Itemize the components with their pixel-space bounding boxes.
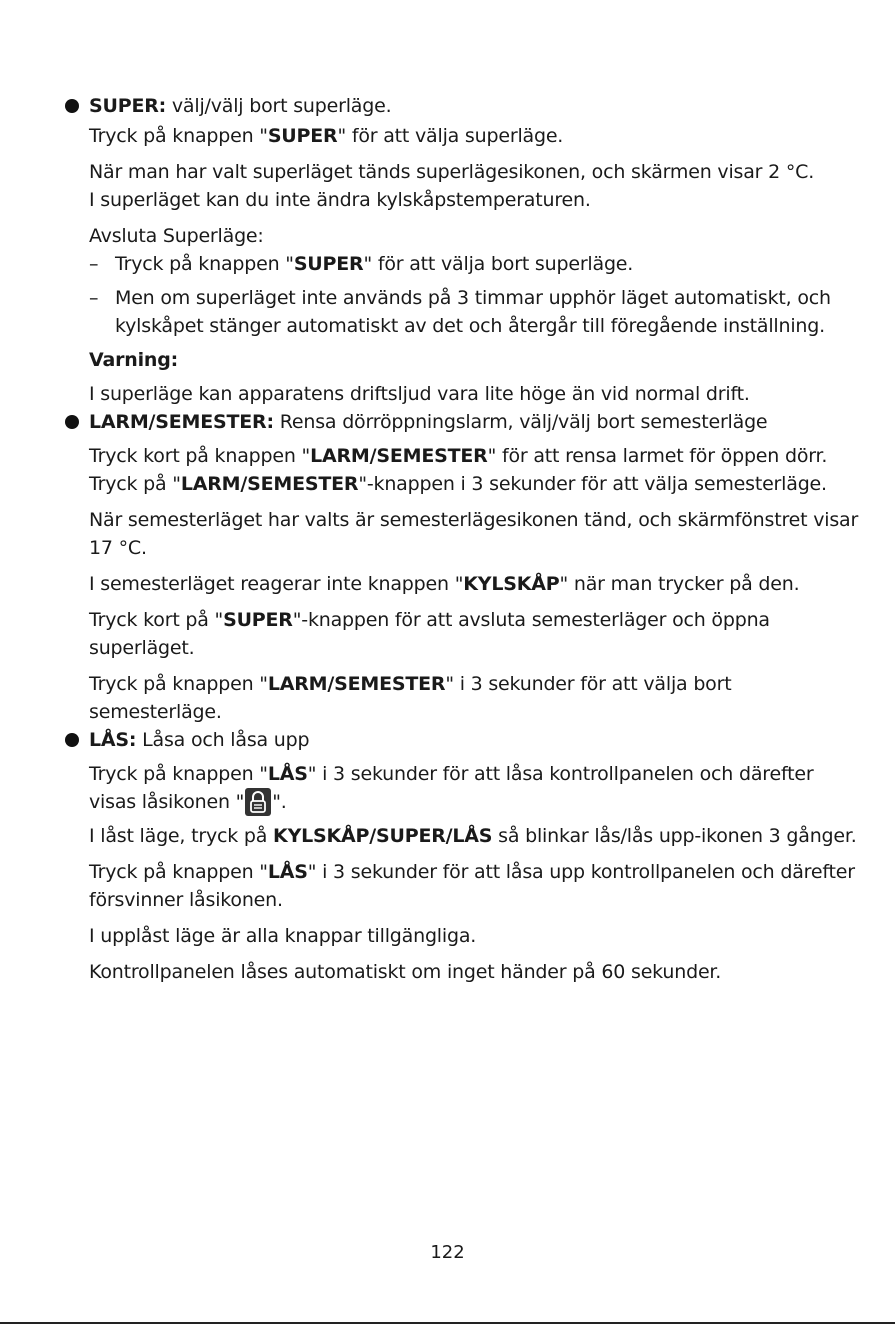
text: I semesterläget reagerar inte knappen ": [89, 573, 464, 595]
las-paragraph-1: [89, 760, 864, 816]
super-section: [64, 92, 864, 408]
text: Tryck kort på knappen ": [89, 445, 311, 467]
text: ".: [272, 791, 287, 813]
super-heading: [89, 92, 864, 120]
super-title: SUPER:: [89, 95, 167, 117]
text: Tryck på knappen ": [89, 673, 268, 695]
larm-paragraph-5: [89, 670, 864, 726]
larm-paragraph-2: När semesterläget har valts är semesterlägesikonen tänd, och skärmfönstret visar 17 °C.: [89, 509, 859, 559]
text: " i 3 sekunder för att välja bort semesterläge.: [89, 673, 732, 723]
text: så blinkar lås/lås upp-ikonen 3 gånger.: [492, 825, 857, 847]
lock-icon: [245, 788, 271, 816]
kylskap-keyword: KYLSKÅP: [463, 573, 560, 595]
page-number: 122: [430, 1242, 465, 1263]
larm-heading: [89, 408, 864, 436]
las-heading: [89, 726, 864, 754]
super-exit-list: [89, 250, 864, 340]
text: Tryck på knappen ": [89, 125, 268, 147]
text: Men om superläget inte används på 3 timmar upphör läget automatiskt, och kylskåpet stänger automatiskt av det och återgår till föregående inställning.: [115, 287, 831, 337]
larm-section: [64, 408, 864, 726]
bullet-icon: [65, 415, 79, 429]
text: " för att välja superläge.: [337, 125, 564, 147]
las-subtitle: Låsa och låsa upp: [136, 729, 310, 751]
super-keyword: SUPER: [267, 125, 338, 147]
las-title: LÅS:: [89, 729, 137, 751]
bullet-icon: [65, 99, 79, 113]
las-section: [64, 726, 864, 986]
larm-paragraph-4: [89, 606, 864, 662]
super-paragraph-1: [89, 122, 864, 150]
text: "-knappen i 3 sekunder för att välja semesterläge.: [358, 473, 827, 495]
text: I superläget kan du inte ändra kylskåpstemperaturen.: [89, 189, 591, 211]
text: " för att välja bort superläge.: [363, 253, 634, 275]
text: "-knappen för att avsluta semesterläger och öppna superläget.: [89, 609, 770, 659]
warning-title: [89, 346, 864, 374]
page-content: [64, 92, 864, 986]
larm-keyword: LARM/SEMESTER: [267, 673, 446, 695]
text: " när man trycker på den.: [559, 573, 800, 595]
list-item: [89, 284, 864, 340]
super-paragraph-2: [89, 158, 864, 214]
super-keyword: SUPER: [293, 253, 364, 275]
las-paragraph-3: [89, 858, 864, 914]
warning-text: I superläge kan apparatens driftsljud vara lite höge än vid normal drift.: [89, 383, 750, 405]
warning-label: Varning:: [89, 349, 179, 371]
super-subtitle: välj/välj bort superläge.: [166, 95, 392, 117]
las-paragraph-4: I upplåst läge är alla knappar tillgängliga.: [89, 925, 477, 947]
bullet-icon: [65, 733, 79, 747]
text: Tryck på knappen ": [89, 763, 268, 785]
text: Tryck kort på ": [89, 609, 224, 631]
larm-paragraph-1: [89, 442, 864, 498]
text: När man har valt superläget tänds superlägesikonen, och skärmen visar 2 °C.: [89, 161, 815, 183]
las-paragraph-2: [89, 822, 864, 850]
las-keyword: LÅS: [267, 861, 308, 883]
larm-keyword: LARM/SEMESTER: [310, 445, 488, 467]
list-item: [89, 250, 864, 278]
text: " i 3 sekunder för att låsa upp kontrollpanelen och därefter försvinner låsikonen.: [89, 861, 855, 911]
super-exit-title: Avsluta Superläge:: [89, 225, 264, 247]
text: " för att rensa larmet för öppen dörr. Tryck på ": [89, 445, 828, 495]
larm-paragraph-3: [89, 570, 864, 598]
larm-title: LARM/SEMESTER:: [89, 411, 274, 433]
buttons-keyword: KYLSKÅP/SUPER/LÅS: [273, 825, 493, 847]
las-keyword: LÅS: [267, 763, 308, 785]
text: " i 3 sekunder för att låsa kontrollpanelen och därefter visas låsikonen ": [89, 763, 814, 813]
larm-subtitle: Rensa dörröppningslarm, välj/välj bort semesterläge: [273, 411, 768, 433]
text: Tryck på knappen ": [115, 253, 294, 275]
text: Tryck på knappen ": [89, 861, 268, 883]
las-paragraph-5: Kontrollpanelen låses automatiskt om inget händer på 60 sekunder.: [89, 961, 722, 983]
super-keyword: SUPER: [223, 609, 293, 631]
dash-marker: –: [89, 253, 99, 275]
text: I låst läge, tryck på: [89, 825, 274, 847]
larm-keyword: LARM/SEMESTER: [180, 473, 359, 495]
dash-marker: –: [89, 287, 99, 309]
